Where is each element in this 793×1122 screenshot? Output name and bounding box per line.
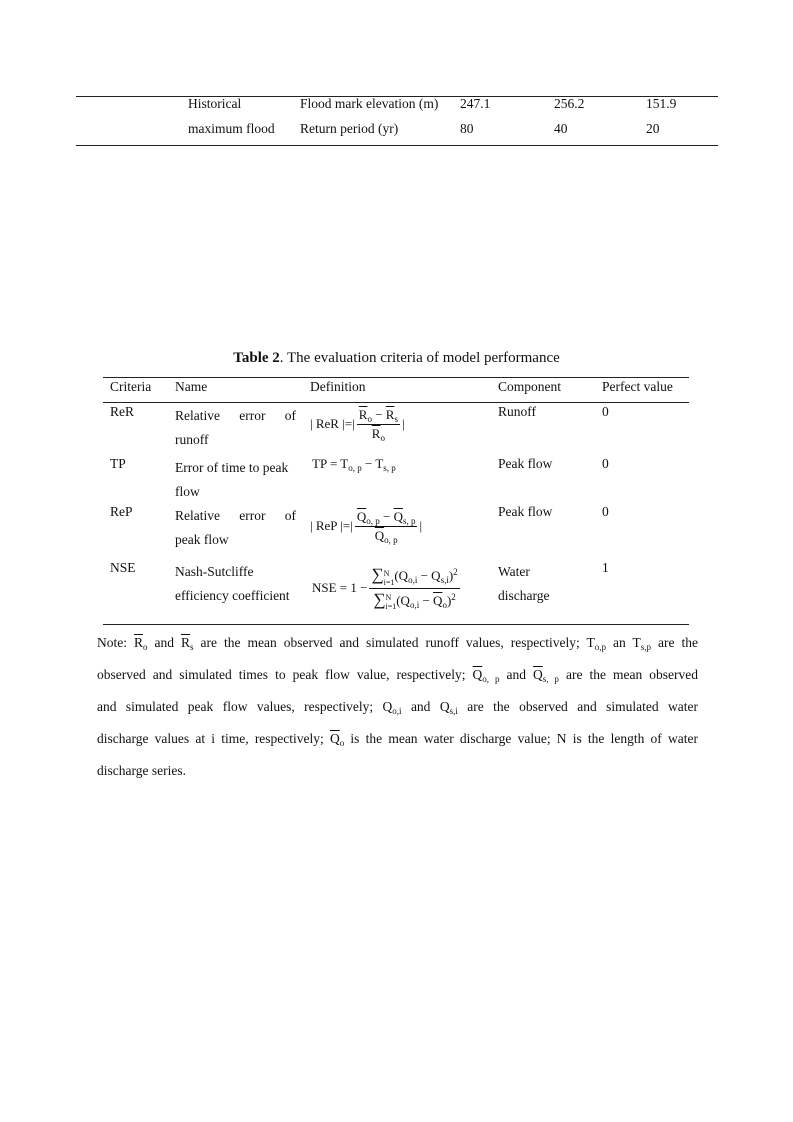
rer-formula-fraction (357, 407, 400, 442)
table2-row-rer-name (175, 404, 296, 452)
rep-formula-lhs: | ReP |=| (310, 518, 353, 533)
note-and2: and (499, 667, 534, 682)
table2-row-rep-perfect: 0 (602, 504, 609, 519)
nse-num-close: ) (448, 568, 454, 584)
table2-row-nse-formula (312, 560, 462, 616)
note-q5: $\overline{Q}$ (329, 731, 340, 746)
rer-formula-rhs: | (401, 416, 405, 431)
note-q2: $\overline{Q}$ (533, 667, 543, 682)
nse-den-pow: 2 (451, 591, 456, 602)
table1-row-1-value-3: 151.9 (646, 96, 677, 111)
table1-row-2-group: maximum flood (188, 121, 275, 136)
rer-num-b-sub: s (394, 413, 398, 424)
note-l3b: are the observed and simulated water (457, 699, 699, 714)
table2-row-rer-perfect: 0 (602, 404, 609, 419)
tp-formula-lhs: TP = T (312, 456, 349, 471)
nse-den-close: ) (446, 592, 452, 608)
nse-num-sub2: s,i (440, 575, 449, 586)
nse-num-body: (Q (394, 568, 409, 584)
note-q5-sub: o (339, 738, 345, 748)
note-l4a: discharge values at i time, respectively; (97, 731, 330, 746)
note-l2a: observed and simulated times to peak flow value, respectively; (97, 667, 473, 682)
note-q4-sub: s,i (449, 706, 458, 716)
note-line-1 (97, 627, 698, 659)
note-l1d: are the (651, 635, 698, 650)
note-rs: $\overline{R}$ (181, 635, 191, 650)
table1-row-1-value-1: 247.1 (460, 96, 491, 111)
table2-row-rer-component: Runoff (498, 404, 537, 419)
note-l1c: an T (606, 635, 641, 650)
nse-sum-den-sub: i=1 (385, 601, 397, 611)
table2-caption-text: . The evaluation criteria of model performance (279, 350, 560, 366)
table2-row-nse-component-line2: discharge (498, 588, 550, 603)
table2-header-definition: Definition (310, 379, 366, 394)
table1-row-1-measure: Flood mark elevation (m) (300, 96, 439, 111)
note-t1-sub: o,p (594, 642, 607, 652)
table2-row-tp-criteria: TP (110, 456, 126, 471)
note-q3: Q (382, 699, 393, 714)
table2-row-rep-name-line1: Relative error of (175, 508, 296, 523)
rep-num-a-sub: o, p (366, 515, 380, 526)
table2-row-nse-component-line1: Water (498, 564, 530, 579)
table2-row-rep-criteria: ReP (110, 504, 133, 519)
nse-formula-fraction (369, 565, 459, 610)
table1-row-2-measure: Return period (yr) (300, 121, 399, 136)
table2-header-component: Component (498, 379, 561, 394)
nse-formula-lhs: NSE = 1 − (312, 580, 368, 595)
table2-header-name: Name (175, 379, 208, 394)
note-q1: $\overline{Q}$ (472, 667, 483, 682)
table2-row-rep-formula (310, 501, 422, 551)
table2-header-criteria: Criteria (110, 379, 152, 394)
tp-sub-b: s, p (383, 463, 396, 473)
table2-row-nse-name (175, 560, 300, 608)
note-l1b: are the mean observed and simulated runoff values, respectively; T (193, 635, 595, 650)
rep-den-sub: o, p (384, 534, 398, 545)
note-l4b: is the mean water discharge value; N is the length of water (344, 731, 698, 746)
table2-bottom-rule (103, 624, 689, 625)
nse-num-sub1: o,i (408, 575, 418, 586)
note-and3: and (401, 699, 440, 714)
table1-row-2-value-1: 80 (460, 121, 474, 136)
note-t2-sub: s,p (640, 642, 652, 652)
note-q1-sub: o, p (482, 674, 500, 684)
note-line-4 (97, 723, 698, 755)
table2-row-nse-name-line1: Nash-Sutcliffe (175, 564, 254, 579)
rep-formula-fraction (355, 509, 418, 544)
rer-num-a: $\overline{R}$ (358, 406, 368, 422)
nse-sum-num-sub: i=1 (383, 577, 395, 587)
nse-sum-den-sup: N (385, 592, 392, 602)
rer-num-b: $\overline{R}$ (385, 406, 395, 422)
nse-num-pow: 2 (453, 567, 458, 578)
note-rs-sub: s (190, 642, 194, 652)
table2-caption-label: Table 2 (233, 350, 280, 366)
tp-sub-a: o, p (348, 463, 362, 473)
table2-row-tp-component: Peak flow (498, 456, 553, 471)
table2-caption (0, 350, 793, 367)
rer-num-a-sub: o (367, 413, 372, 424)
nse-den-sub2: o (442, 599, 447, 610)
table2-row-rep-name-line2: peak flow (175, 532, 229, 547)
nse-sum-den: ∑ (373, 589, 386, 609)
table2-row-tp-perfect: 0 (602, 456, 609, 471)
table2-row-rer-criteria: ReR (110, 404, 135, 419)
note-line-3 (97, 691, 698, 723)
nse-num-mid: − Q (417, 568, 441, 584)
table1-bottom-rule (76, 145, 718, 146)
note-ro: $\overline{R}$ (134, 635, 144, 650)
table1-row-1-value-2: 256.2 (554, 96, 585, 111)
table2-row-nse-perfect: 1 (602, 560, 609, 575)
table2-row-rer-name-line2: runoff (175, 432, 209, 447)
note-q3-sub: o,i (392, 706, 402, 716)
rep-num-b-sub: s, p (402, 515, 416, 526)
table2-top-rule (103, 377, 689, 378)
rep-den: $\overline{Q}$ (374, 527, 385, 543)
table1-row-1-group: Historical (188, 96, 242, 111)
table2-row-nse-component (498, 560, 549, 608)
note-l3a: and simulated peak flow values, respectively; (97, 699, 383, 714)
rep-num-a: $\overline{Q}$ (356, 508, 367, 524)
nse-den-mid: − (419, 592, 434, 608)
table2-row-tp-name-line1: Error of time to peak (175, 460, 289, 475)
nse-den-sub1: o,i (409, 599, 420, 610)
table2-row-nse-name-line2: efficiency coefficient (175, 588, 290, 603)
nse-sum-num: ∑ (371, 565, 384, 585)
nse-den-body: (Q (396, 592, 410, 608)
table2-note (97, 627, 698, 787)
rer-minus: − (371, 406, 386, 422)
note-q2-sub: s, p (542, 674, 559, 684)
table2-row-rer-name-line1: Relative error of (175, 408, 296, 423)
rer-den-sub: o (380, 432, 385, 443)
table2-row-rep-component: Peak flow (498, 504, 553, 519)
table1-row-2-value-3: 20 (646, 121, 660, 136)
note-l1a: Note: (97, 635, 134, 650)
table2-row-nse-criteria: NSE (110, 560, 136, 575)
table2-row-tp-name (175, 456, 296, 504)
table2-row-tp-formula (312, 456, 396, 472)
tp-minus: − T (361, 456, 384, 471)
table2-row-rer-formula (310, 402, 405, 446)
note-ro-sub: o (143, 642, 148, 652)
rer-den: $\overline{R}$ (371, 425, 381, 441)
rer-formula-lhs: | ReR |=| (310, 416, 355, 431)
note-l2b: are the mean observed (558, 667, 698, 682)
note-line-5: discharge series. (97, 763, 186, 778)
table1-row-2-value-2: 40 (554, 121, 568, 136)
note-line-2 (97, 659, 698, 691)
rep-minus: − (379, 508, 394, 524)
table2-header-perfect-value: Perfect value (602, 379, 673, 394)
rep-formula-rhs: | (419, 518, 423, 533)
nse-sum-num-sup: N (383, 568, 390, 578)
note-q4: Q (439, 699, 450, 714)
table2-row-tp-name-line2: flow (175, 484, 200, 499)
note-and1: and (147, 635, 182, 650)
nse-den-qbar: $\overline{Q}$ (433, 592, 443, 608)
table2-row-rep-name (175, 504, 296, 552)
rep-num-b: $\overline{Q}$ (393, 508, 403, 524)
